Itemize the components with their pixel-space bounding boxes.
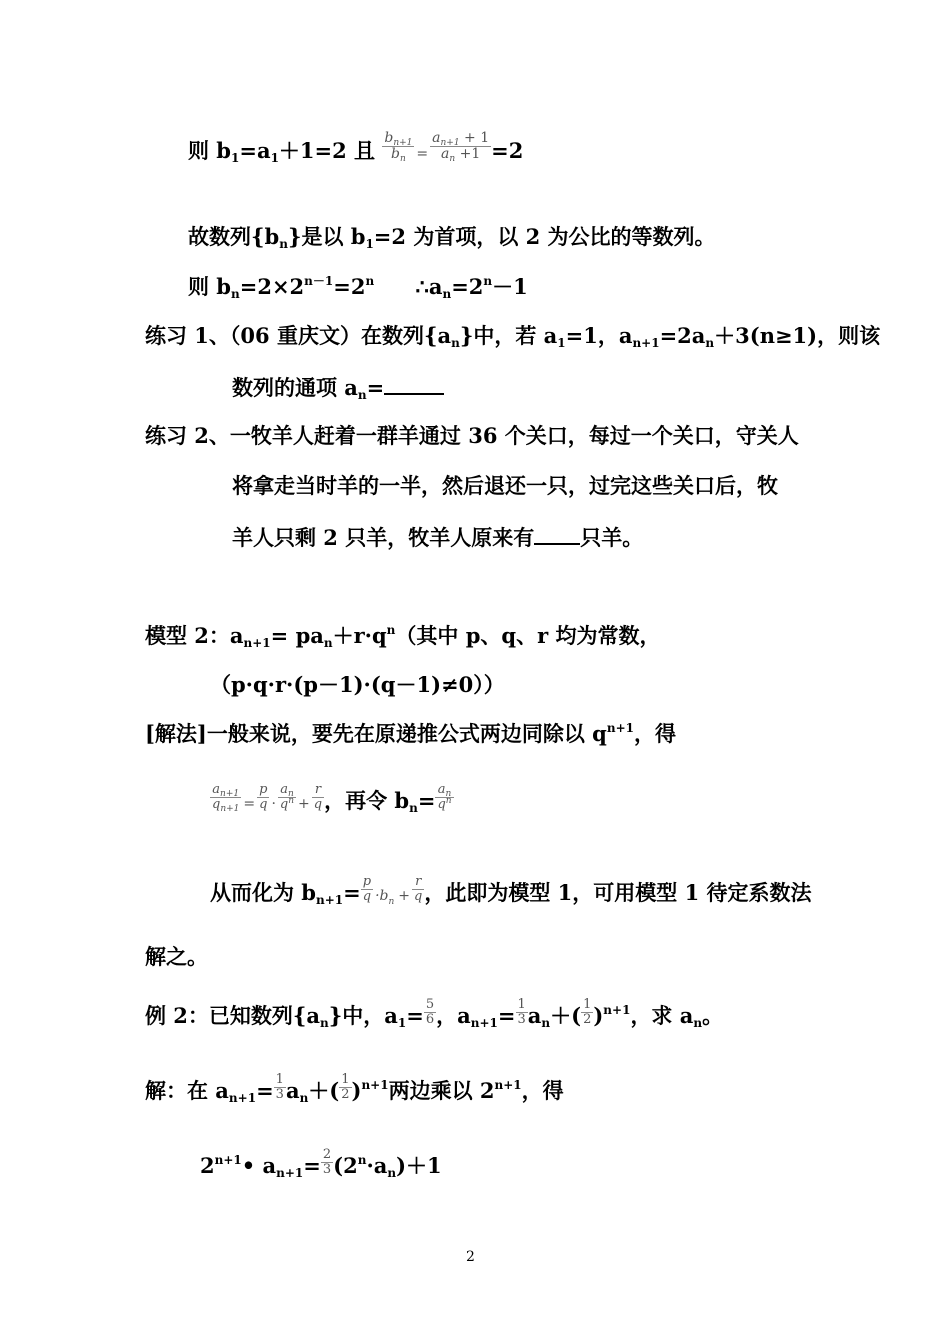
answer-blank (384, 375, 444, 395)
text: = (366, 375, 385, 400)
fraction-a-ratio (430, 131, 491, 163)
subscript: 1 (270, 151, 279, 165)
text: (2 (333, 1153, 358, 1178)
frac-num: p (362, 873, 372, 889)
equals-sign: = (416, 146, 429, 162)
exercise-2-line-2: 将拿走当时羊的一半，然后退还一只，过完这些关口后，牧 (232, 473, 778, 498)
frac-num: a (280, 781, 288, 797)
text: = (343, 880, 361, 905)
subscript: n+1 (470, 1016, 498, 1030)
text: 故数列{b (188, 224, 280, 249)
subscript: n (451, 336, 460, 350)
fraction-5-6 (424, 998, 436, 1028)
fraction-1-3 (516, 998, 528, 1028)
frac-num: a (432, 129, 441, 146)
subscript: 1 (365, 237, 374, 251)
fraction-r-over-q (412, 875, 424, 905)
model-2-condition: （p·q·r·(p－1)·(q－1)≠0）） (210, 672, 505, 697)
text: =2 (451, 274, 484, 299)
equation-divide (210, 781, 454, 815)
subscript: n (357, 388, 367, 402)
frac-sub: n+1 (220, 788, 240, 799)
text: =2a (659, 323, 706, 348)
text: • a (241, 1153, 277, 1178)
text: =2 为首项，以 2 为公比的等数列。 (373, 224, 716, 249)
line-bn-result (188, 274, 528, 301)
frac-den: q (212, 797, 221, 812)
frac-den: 3 (322, 1162, 332, 1177)
bn-term (373, 888, 396, 907)
subscript: n (279, 237, 288, 251)
frac-den: q (313, 797, 323, 812)
frac-den: q (414, 889, 423, 904)
frac-sub: n (287, 788, 294, 799)
line-geometric-sequence (188, 224, 716, 251)
text: ∴a (415, 274, 443, 299)
fraction-2-3 (321, 1148, 333, 1178)
frac-den: b (391, 146, 400, 162)
plus-operator: + (298, 796, 310, 812)
text: ，求 a (630, 1003, 694, 1028)
text: ，得 (634, 721, 677, 746)
text: 练习 1、（06 重庆文）在数列{a (145, 323, 452, 348)
frac-num: 2 (322, 1146, 332, 1162)
text: ＋1=2 且 (278, 138, 376, 163)
text: 则 b (188, 274, 231, 299)
text: ·a (366, 1153, 388, 1178)
superscript: n－1 (304, 274, 334, 288)
superscript: n+1 (603, 1003, 631, 1017)
exercise-2-line-3 (232, 525, 643, 548)
text: =1，a (565, 323, 633, 348)
text: [解法]一般来说，要先在原递推公式两边同除以 q (145, 721, 607, 746)
text: ＋3(n≥1)，则该 (714, 323, 881, 348)
frac-sub: n (399, 154, 406, 164)
superscript: n+1 (494, 1078, 522, 1092)
fraction-r-over-q (312, 783, 324, 813)
superscript: n+1 (361, 1078, 389, 1092)
frac-num: b (384, 129, 394, 146)
bn-sub: n (388, 897, 395, 907)
text: 两边乘以 2 (388, 1078, 495, 1103)
frac-num: 1 (517, 996, 526, 1012)
subscript: n (299, 1091, 309, 1105)
text: ，a (436, 1003, 471, 1028)
fraction-p-over-q (257, 783, 269, 813)
frac-den: q (362, 889, 372, 904)
fraction-b-ratio (382, 131, 414, 163)
frac-den-tail: +1 (455, 146, 481, 162)
subscript: n (541, 1016, 551, 1030)
text: }是以 b (287, 224, 366, 249)
superscript: n (483, 274, 493, 288)
superscript: n+1 (606, 721, 635, 735)
frac-num: 1 (583, 996, 592, 1012)
text: 解：在 a (145, 1078, 229, 1103)
frac-num: 5 (425, 996, 435, 1012)
fraction-1-2 (339, 1073, 351, 1103)
frac-den: 3 (275, 1087, 284, 1102)
text: }中，若 a (459, 323, 558, 348)
equals-sign: = (243, 796, 256, 812)
text: = (417, 788, 436, 813)
solution-line (145, 1071, 564, 1105)
frac-den: q (437, 797, 446, 812)
fraction-p-over-q (361, 875, 373, 905)
text: 。 (702, 1003, 724, 1028)
text: 数列的通项 a (232, 375, 358, 400)
subscript: n+1 (276, 1166, 304, 1180)
frac-sup: n (288, 796, 295, 806)
frac-sub: n+1 (393, 137, 413, 148)
superscript: n (365, 274, 375, 288)
text: ，再令 b (324, 788, 410, 813)
text: a (285, 1078, 300, 1103)
solution-equation (200, 1146, 442, 1180)
subscript: n (693, 1016, 703, 1030)
text: 从而化为 b (210, 880, 316, 905)
text: ＋( (550, 1003, 582, 1028)
frac-den: q (259, 797, 268, 812)
subscript: n (387, 1166, 397, 1180)
exercise-1-cont (232, 375, 444, 402)
dot-operator: · (271, 796, 276, 812)
text: = (303, 1153, 321, 1178)
text: 模型 2：a (145, 623, 244, 648)
frac-sub: n (445, 788, 452, 799)
text: 只羊。 (580, 525, 644, 550)
fraction-1-2 (581, 998, 593, 1028)
thus-line (210, 873, 812, 907)
text: －1 (492, 274, 528, 299)
frac-num: a (437, 781, 446, 797)
superscript: n (386, 623, 396, 637)
subscript: n+1 (316, 893, 344, 907)
text: = (256, 1078, 274, 1103)
frac-num: 1 (341, 1071, 350, 1087)
text: ，得 (521, 1078, 564, 1103)
thus-line-cont: 解之。 (145, 944, 208, 969)
subscript: n+1 (632, 336, 660, 350)
subscript: 1 (231, 151, 240, 165)
subscript: n (320, 1016, 329, 1030)
frac-den: 2 (583, 1012, 592, 1027)
text: a (527, 1003, 542, 1028)
page-number: 2 (466, 1249, 475, 1265)
frac-num: 1 (275, 1071, 284, 1087)
text: =2×2 (239, 274, 305, 299)
subscript: n+1 (243, 636, 271, 650)
text: =a (239, 138, 271, 163)
subscript: n (231, 287, 240, 301)
fraction-a-over-q (210, 783, 241, 813)
subscript: n (323, 636, 333, 650)
method-line (145, 723, 676, 744)
answer-blank (534, 525, 580, 545)
subscript: n (442, 287, 452, 301)
example-2 (145, 996, 724, 1030)
text: ) (593, 1003, 604, 1028)
subscript: n (705, 336, 715, 350)
frac-den: 2 (341, 1087, 350, 1102)
frac-sub: n+1 (220, 804, 240, 814)
text: = (406, 1003, 424, 1028)
frac-den: 3 (517, 1012, 526, 1027)
frac-den: a (441, 146, 450, 162)
text: 2 (200, 1153, 215, 1178)
line-b1-definition (188, 129, 524, 165)
frac-num: r (412, 875, 424, 890)
text: = (497, 1003, 516, 1028)
frac-num: r (312, 783, 324, 798)
frac-den: 6 (425, 1012, 435, 1027)
text: }中，a (328, 1003, 398, 1028)
text: ＋r·q (332, 623, 387, 648)
exercise-2-line-1: 练习 2、一牧羊人赶着一群羊通过 36 个关口，每过一个关口，守关人 (145, 423, 799, 448)
text: )＋1 (396, 1153, 442, 1178)
frac-sub: n+1 (440, 137, 460, 148)
plus-operator: + (398, 888, 411, 904)
text: =2 (333, 274, 366, 299)
subscript: n (409, 801, 418, 815)
superscript: n+1 (214, 1153, 242, 1167)
text: 例 2：已知数列{a (145, 1003, 321, 1028)
text: ＋( (308, 1078, 340, 1103)
frac-den: q (279, 797, 289, 812)
bn-text: ·b (375, 888, 389, 904)
frac-num-tail: + 1 (459, 129, 490, 146)
fraction-a-over-qn (278, 783, 296, 813)
model-2-heading (145, 623, 661, 650)
superscript: n (357, 1153, 367, 1167)
fraction-a-over-qn-2 (435, 783, 453, 813)
text: 则 b (188, 138, 231, 163)
subscript: 1 (397, 1016, 407, 1030)
text: =2 (491, 138, 524, 163)
frac-sub: n (449, 154, 456, 164)
frac-num: a (212, 781, 221, 797)
subscript: n+1 (228, 1091, 257, 1105)
subscript: 1 (557, 336, 566, 350)
exercise-1 (145, 323, 881, 350)
text: ，此即为模型 1，可用模型 1 待定系数法 (424, 880, 812, 905)
fraction-1-3 (274, 1073, 286, 1103)
frac-sup: n (445, 796, 452, 806)
text: ) (351, 1078, 362, 1103)
text: = pa (270, 623, 324, 648)
text: 羊人只剩 2 只羊，牧羊人原来有 (232, 525, 535, 550)
text: （其中 p、q、r 均为常数， (395, 623, 661, 648)
frac-num: p (259, 781, 268, 797)
